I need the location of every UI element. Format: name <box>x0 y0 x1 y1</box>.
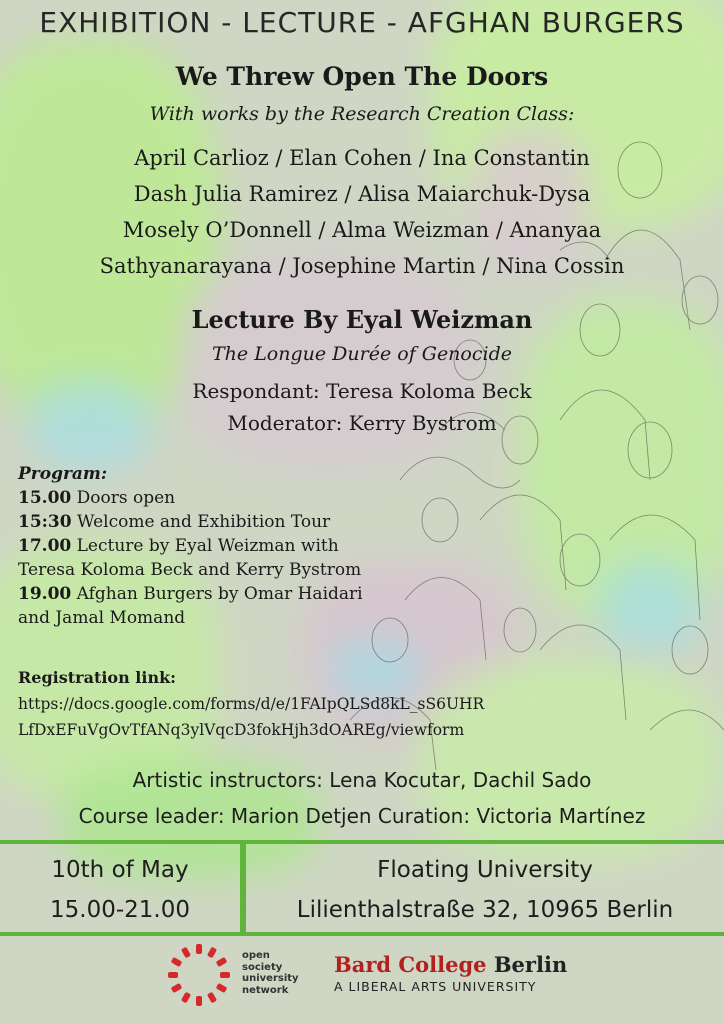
respondant-line: Respondant: Teresa Koloma Beck <box>192 379 532 403</box>
artist-line: Sathyanarayana / Josephine Martin / Nina Cossin <box>99 254 625 278</box>
registration-link-line-1[interactable]: https://docs.google.com/forms/d/e/1FAIpQLSd8kL_sS6UHR <box>18 695 485 713</box>
program-item <box>18 606 448 630</box>
osun-wordmark <box>242 950 299 996</box>
bard-tagline: A LIBERAL ARTS UNIVERSITY <box>334 979 537 994</box>
date-time-block <box>0 850 240 930</box>
program-text: Doors open <box>76 488 176 508</box>
program-item <box>18 510 448 534</box>
event-info-box <box>0 840 724 936</box>
bard-name <box>334 952 574 977</box>
registration-link-continued[interactable] <box>18 717 618 743</box>
osun-word: open <box>242 950 270 961</box>
artist-line: Dash Julia Ramirez / Alisa Maiarchuk-Dysa <box>133 182 591 206</box>
bard-college-logo <box>334 952 574 994</box>
osun-word: university <box>242 973 299 984</box>
osun-word: network <box>242 984 289 996</box>
exhibition-subtitle: With works by the Research Creation Class: <box>149 103 575 125</box>
osun-word: society <box>242 961 283 973</box>
event-venue: Floating University <box>377 857 593 883</box>
bard-city-text: Berlin <box>493 952 568 977</box>
event-date: 10th of May <box>51 857 189 883</box>
program-time: 15:30 <box>18 512 72 532</box>
event-heading: EXHIBITION - LECTURE - AFGHAN BURGERS <box>39 6 685 39</box>
instructors-line: Artistic instructors: Lena Kocutar, Dachil Sado <box>132 768 592 792</box>
program-text: Lecture by Eyal Weizman with <box>76 536 339 556</box>
program-time: 19.00 <box>18 584 72 604</box>
registration-section <box>18 665 618 743</box>
osun-ring-icon <box>166 942 232 1008</box>
venue-block <box>246 850 724 930</box>
artist-line: April Carlioz / Elan Cohen / Ina Constantin <box>134 146 590 170</box>
credits <box>0 762 724 834</box>
registration-link-line-2[interactable]: LfDxEFuVgOvTfANq3ylVqcD3fokHjh3dOAREg/viewform <box>18 721 465 739</box>
program-item <box>18 582 448 606</box>
registration-link[interactable] <box>18 691 618 717</box>
program-time: 17.00 <box>18 536 72 556</box>
artist-line: Mosely O’Donnell / Alma Weizman / Ananyaa <box>122 218 602 242</box>
program-item <box>18 558 448 582</box>
lecture-title: Lecture By Eyal Weizman <box>191 305 533 334</box>
lecture-participants <box>0 375 724 439</box>
registration-label: Registration link: <box>18 668 177 687</box>
event-hours: 15.00-21.00 <box>50 897 190 923</box>
program-text: and Jamal Momand <box>18 608 186 628</box>
moderator-line: Moderator: Kerry Bystrom <box>227 411 497 435</box>
program-item <box>18 534 448 558</box>
program-label: Program: <box>18 464 108 484</box>
program-item <box>18 486 448 510</box>
program-time: 15.00 <box>18 488 72 508</box>
exhibition-title: We Threw Open The Doors <box>175 62 549 91</box>
osun-logo <box>166 942 316 1008</box>
artist-list <box>0 140 724 284</box>
program-section <box>18 462 448 630</box>
program-text: Welcome and Exhibition Tour <box>77 512 331 532</box>
bard-college-text: Bard College <box>334 952 487 977</box>
leader-curation-line: Course leader: Marion Detjen Curation: Victoria Martínez <box>78 804 646 828</box>
event-address: Lilienthalstraße 32, 10965 Berlin <box>296 897 674 923</box>
program-text: Afghan Burgers by Omar Haidari <box>76 584 363 604</box>
lecture-subtitle: The Longue Durée of Genocide <box>212 343 512 365</box>
program-text: Teresa Koloma Beck and Kerry Bystrom <box>18 560 362 580</box>
